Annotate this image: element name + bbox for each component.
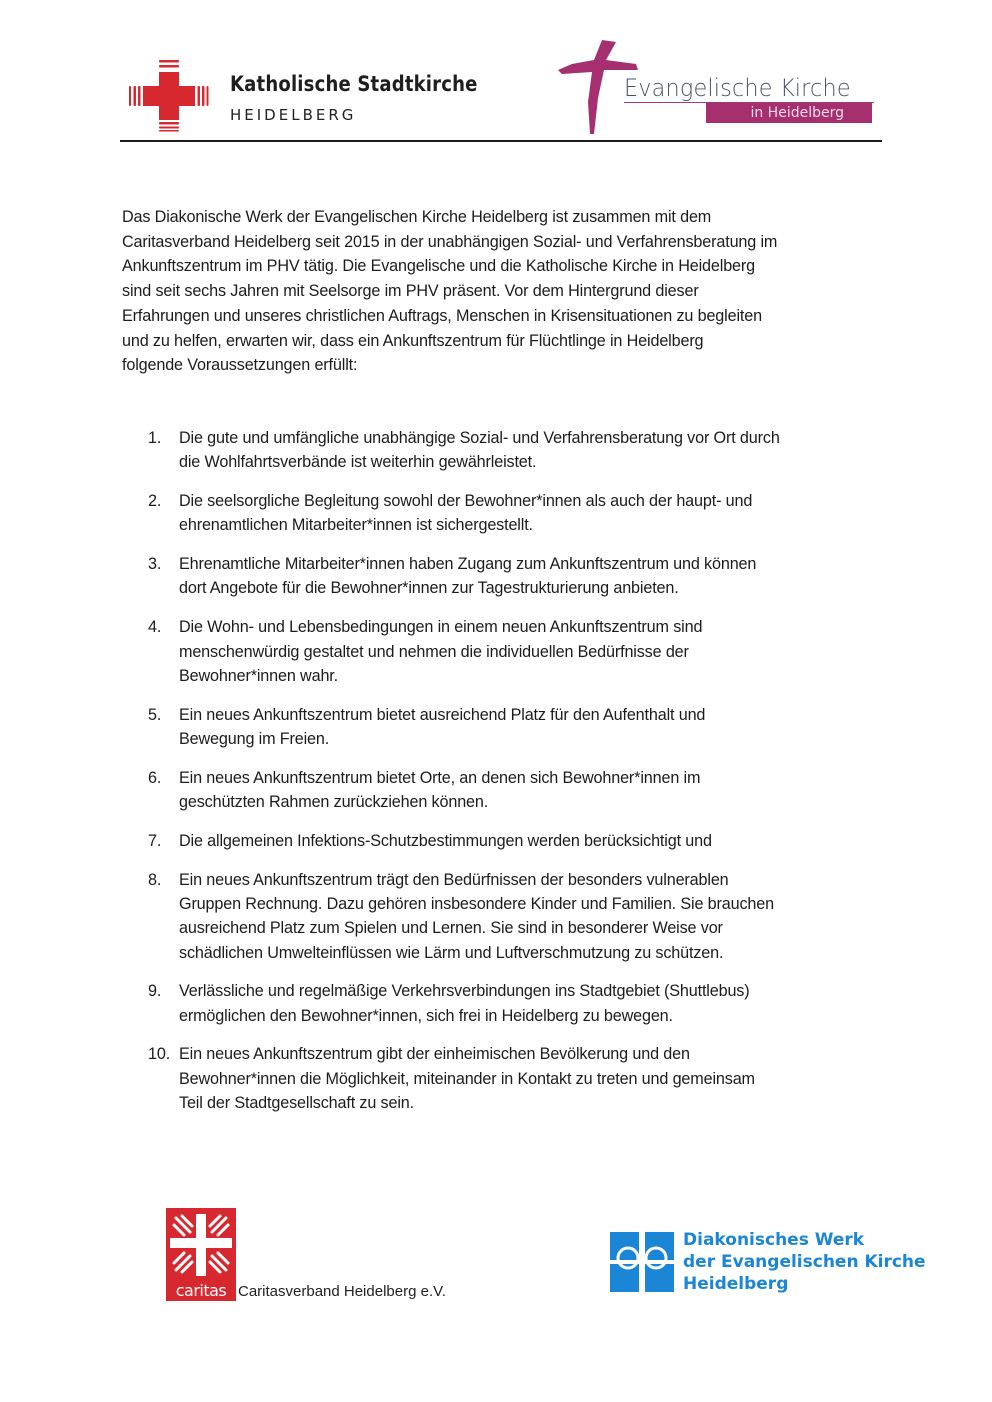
caritas-logo-word: caritas <box>175 1281 227 1300</box>
requirement-item <box>148 615 888 688</box>
requirement-item <box>148 868 888 965</box>
requirement-text-line: Bewegung im Freien. <box>179 729 330 748</box>
evangelische-kirche-subtitle: in Heidelberg <box>706 103 872 123</box>
intro-line: Caritasverband Heidelberg seit 2015 in der unabhängigen Sozial- und Verfahrensberatung im <box>122 232 778 251</box>
caritas-logo <box>166 1208 236 1301</box>
requirement-item <box>148 979 888 1028</box>
requirement-text-line: Ein neues Ankunftszentrum gibt der einheimischen Bevölkerung und den <box>179 1045 690 1064</box>
requirement-text-line: Die Wohn- und Lebensbedingungen in einem neuen Ankunftszentrum sind <box>179 618 703 637</box>
requirement-text-line: Bewohner*innen wahr. <box>179 666 338 685</box>
evangelische-kirche-title: Evangelische Kirche <box>624 74 851 102</box>
diakonie-name-line: Heidelberg <box>683 1274 789 1294</box>
requirement-number: 6. <box>148 768 162 787</box>
requirement-text-line: Gruppen Rechnung. Dazu gehören insbesondere Kinder und Familien. Sie brauchen <box>179 894 774 913</box>
requirement-item <box>148 489 888 538</box>
requirement-number: 5. <box>148 705 162 724</box>
requirement-text-line: ausreichend Platz zum Spielen und Lernen. Sie sind in besonderer Weise vor <box>179 919 723 938</box>
diakonie-name-line: der Evangelischen Kirche <box>683 1252 926 1272</box>
intro-paragraph <box>122 205 882 378</box>
header-divider <box>120 140 882 142</box>
requirement-text-line: geschützten Rahmen zurückziehen können. <box>179 793 489 812</box>
diakonisches-werk-name <box>683 1229 926 1295</box>
requirements-list <box>148 426 888 1130</box>
requirement-text-line: Verlässliche und regelmäßige Verkehrsverbindungen ins Stadtgebiet (Shuttlebus) <box>179 982 750 1001</box>
requirement-text-line: dort Angebote für die Bewohner*innen zur Tagestrukturierung anbieten. <box>179 579 679 598</box>
intro-line: Ankunftszentrum im PHV tätig. Die Evangelische und die Katholische Kirche in Heidelberg <box>122 257 755 276</box>
requirement-text-line: Die seelsorgliche Begleitung sowohl der Bewohner*innen als auch der haupt- und <box>179 492 753 511</box>
diakonie-cross-logo-icon <box>610 1232 674 1292</box>
requirement-text-line: Teil der Stadtgesellschaft zu sein. <box>179 1094 414 1113</box>
requirement-text-line: ermöglichen den Bewohner*innen, sich frei in Heidelberg zu bewegen. <box>179 1006 673 1025</box>
requirement-text-line: ehrenamtlichen Mitarbeiter*innen ist sichergestellt. <box>179 516 533 535</box>
katholische-stadtkirche-title: Katholische Stadtkirche <box>230 72 478 96</box>
requirement-item <box>148 829 888 853</box>
katholische-stadtkirche-subtitle: HEIDELBERG <box>230 106 357 124</box>
requirement-number: 4. <box>148 618 162 637</box>
intro-line: sind seit sechs Jahren mit Seelsorge im PHV präsent. Vor dem Hintergrund dieser <box>122 282 699 301</box>
requirement-item <box>148 766 888 815</box>
requirement-text-line: schädlichen Umwelteinflüssen wie Lärm und Luftverschmutzung zu schützen. <box>179 943 724 962</box>
requirement-text-line: Ehrenamtliche Mitarbeiter*innen haben Zugang zum Ankunftszentrum und können <box>179 555 757 574</box>
requirement-number: 7. <box>148 831 162 850</box>
requirement-text-line: Bewohner*innen die Möglichkeit, miteinander in Kontakt zu treten und gemeinsam <box>179 1069 755 1088</box>
requirement-text-line: Die gute und umfängliche unabhängige Sozial- und Verfahrensberatung vor Ort durch <box>179 429 780 447</box>
requirement-text-line: die Wohlfahrtsverbände ist weiterhin gewährleistet. <box>179 453 537 472</box>
requirement-item <box>148 426 888 475</box>
requirement-number: 1. <box>148 429 162 447</box>
requirement-number: 9. <box>148 982 162 1001</box>
requirement-text-line: menschenwürdig gestaltet und nehmen die individuellen Bedürfnisse der <box>179 642 689 661</box>
caritas-organization-name: Caritasverband Heidelberg e.V. <box>238 1283 446 1300</box>
requirement-text-line: Die allgemeinen Infektions-Schutzbestimmungen werden berücksichtigt und <box>179 831 712 850</box>
requirement-item <box>148 1042 888 1115</box>
requirement-number: 2. <box>148 492 162 511</box>
requirement-number: 3. <box>148 555 162 574</box>
caritas-flame-cross-icon <box>166 1208 236 1280</box>
requirement-item <box>148 552 888 601</box>
requirement-number: 10. <box>148 1045 171 1064</box>
requirement-text-line: Ein neues Ankunftszentrum trägt den Bedürfnissen der besonders vulnerablen <box>179 870 729 889</box>
intro-line: Erfahrungen und unseres christlichen Auftrags, Menschen in Krisensituationen zu begleiten <box>122 306 762 325</box>
red-cross-radiating-icon <box>125 58 215 132</box>
diakonie-name-line: Diakonisches Werk <box>683 1230 865 1250</box>
intro-line: folgende Voraussetzungen erfüllt: <box>122 356 358 375</box>
intro-line: und zu helfen, erwarten wir, dass ein Ankunftszentrum für Flüchtlinge in Heidelberg <box>122 331 704 350</box>
intro-line: Das Diakonische Werk der Evangelischen Kirche Heidelberg ist zusammen mit dem <box>122 208 712 226</box>
requirement-number: 8. <box>148 870 162 889</box>
requirement-text-line: Ein neues Ankunftszentrum bietet ausreichend Platz für den Aufenthalt und <box>179 705 706 724</box>
requirement-item <box>148 703 888 752</box>
requirement-text-line: Ein neues Ankunftszentrum bietet Orte, an denen sich Bewohner*innen im <box>179 768 701 787</box>
